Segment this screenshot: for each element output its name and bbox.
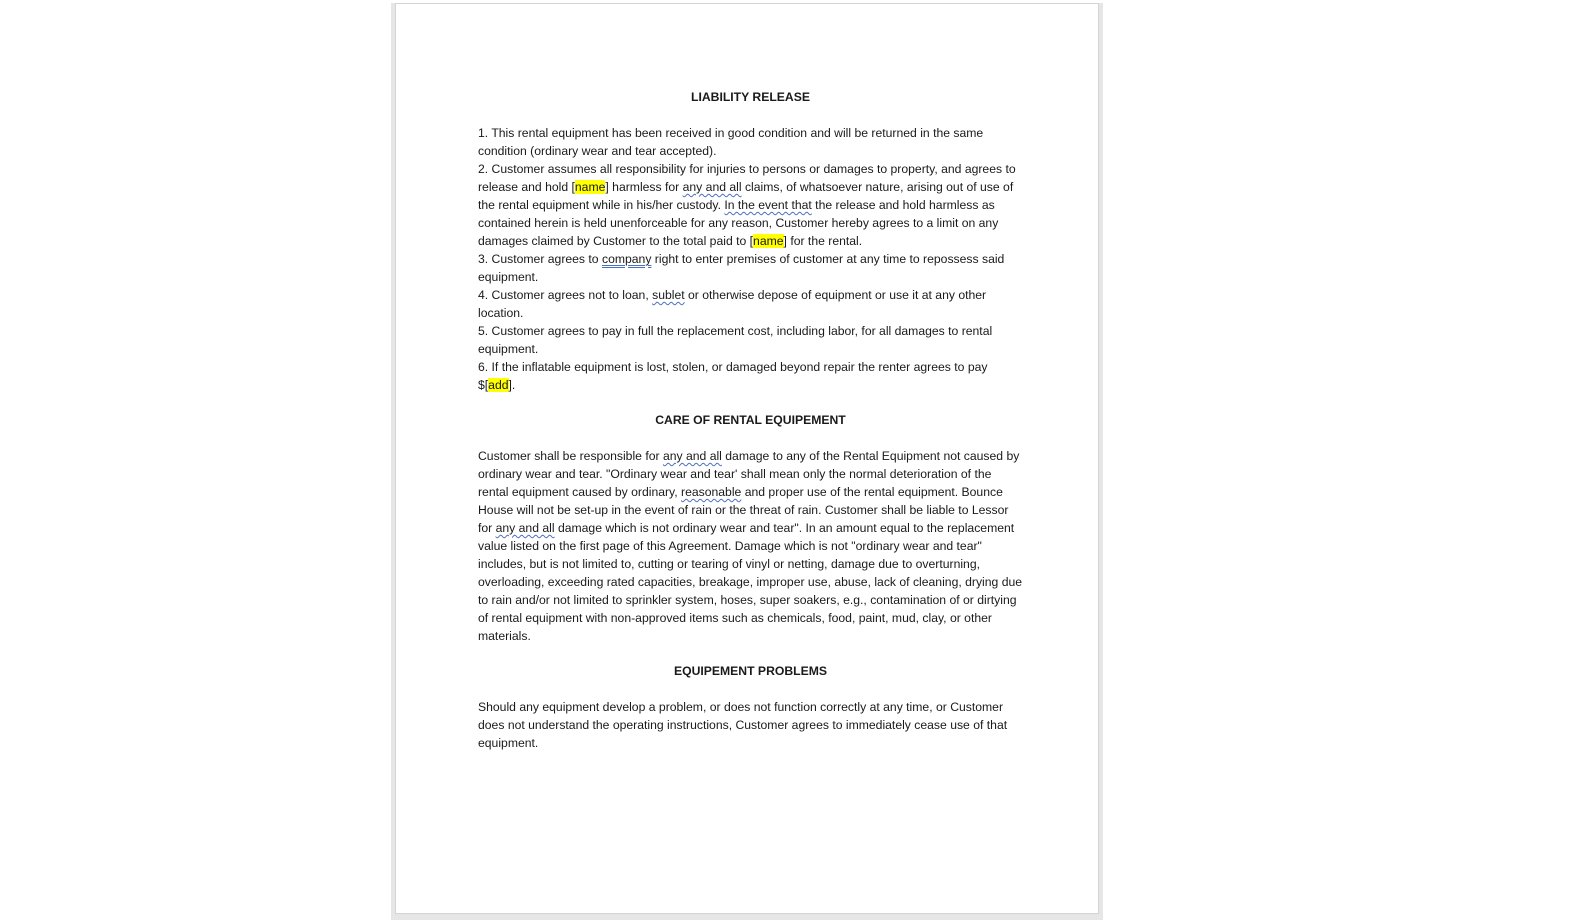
- care-paragraph-text: and proper use of the rental equipment. Bounce House will not be set-up in the event of rain or the threat of rain. Customer shall be liable to Lessor for: [478, 485, 1009, 535]
- grammar-flag-any-and-all[interactable]: any and all: [495, 521, 555, 535]
- grammar-flag-in-the-event-that[interactable]: In the event that: [724, 198, 812, 212]
- liability-item-2-text: ] for the rental.: [783, 234, 863, 248]
- liability-item-6-text: 6. If the inflatable equipment is lost, stolen, or damaged beyond repair the renter agrees to pay $[: [478, 360, 988, 392]
- grammar-flag-any-and-all[interactable]: any and all: [682, 180, 742, 194]
- liability-item-5: 5. Customer agrees to pay in full the replacement cost, including labor, for all damages to rental equipment.: [478, 324, 993, 356]
- grammar-flag-sublet[interactable]: sublet: [652, 288, 685, 302]
- liability-item-3-text: 3. Customer agrees to: [478, 252, 602, 266]
- liability-item-2-text: 2. Customer assumes all responsibility for injuries to persons or damages to property, and agrees to release and hold [: [478, 162, 1016, 194]
- care-paragraph-text: Customer shall be responsible for: [478, 449, 663, 463]
- liability-item-3-text: right to enter premises of customer at any time to repossess said equipment.: [478, 252, 1005, 284]
- problems-heading: EQUIPEMENT PROBLEMS: [673, 664, 828, 678]
- liability-item-2: [478, 160, 1023, 250]
- liability-release-heading: LIABILITY RELEASE: [691, 90, 810, 104]
- name-placeholder-highlight: name: [574, 180, 606, 194]
- grammar-flag-reasonable[interactable]: reasonable: [681, 485, 742, 499]
- name-placeholder-highlight: name: [753, 234, 784, 248]
- grammar-flag-any-and-all[interactable]: any and all: [662, 449, 722, 463]
- liability-item-4-text: or otherwise depose of equipment or use it at any other location.: [478, 288, 987, 320]
- liability-item-6: [478, 358, 1023, 394]
- add-placeholder-highlight: add: [488, 378, 509, 392]
- care-heading: CARE OF RENTAL EQUIPEMENT: [655, 413, 846, 427]
- liability-item-2-text: ] harmless for: [605, 180, 683, 194]
- care-paragraph-text: damage which is not ordinary wear and tear". In an amount equal to the replacement value listed on the first page of this Agreement. Damage which is not "ordinary wear and tear" includes, but is not limited to, cutting or tearing of vinyl or netting, damage due to overturning, overloading, exceeding rated capacities, breakage, improper use, abuse, lack of cleaning, drying due to rain and/or not limited to sprinkler system, hoses, super soakers, e.g., contamination of or dirtying of rental equipment with non-approved items such as chemicals, food, paint, mud, clay, or other materials.: [478, 521, 1023, 643]
- liability-item-2-text: claims, of whatsoever nature, arising out of use of the rental equipment while in his/her custody.: [478, 180, 1014, 212]
- care-paragraph-text: damage to any of the Rental Equipment not caused by ordinary wear and tear. "Ordinary wear and tear' shall mean only the normal deterioration of the rental equipment caused by ordinary,: [478, 449, 1020, 499]
- grammar-flag-company[interactable]: company: [601, 252, 652, 266]
- liability-item-3: [478, 250, 1023, 286]
- liability-item-2-text: the release and hold harmless as contained herein is held unenforceable for any reason, Customer hereby agrees to a limit on any damages claimed by Customer to the total paid to [: [478, 198, 999, 248]
- document-content[interactable]: [478, 88, 1023, 752]
- liability-item-1: 1. This rental equipment has been received in good condition and will be returned in the same condition (ordinary wear and tear accepted).: [478, 126, 984, 158]
- care-paragraph: [478, 447, 1023, 645]
- liability-item-4: [478, 286, 1023, 322]
- liability-item-4-text: 4. Customer agrees not to loan,: [478, 288, 653, 302]
- document-page[interactable]: [395, 3, 1099, 914]
- problems-paragraph: Should any equipment develop a problem, or does not function correctly at any time, or Customer does not understand the operating instructions, Customer agrees to immediately cease use of that equipment.: [478, 700, 1008, 750]
- liability-item-6-text: ].: [508, 378, 516, 392]
